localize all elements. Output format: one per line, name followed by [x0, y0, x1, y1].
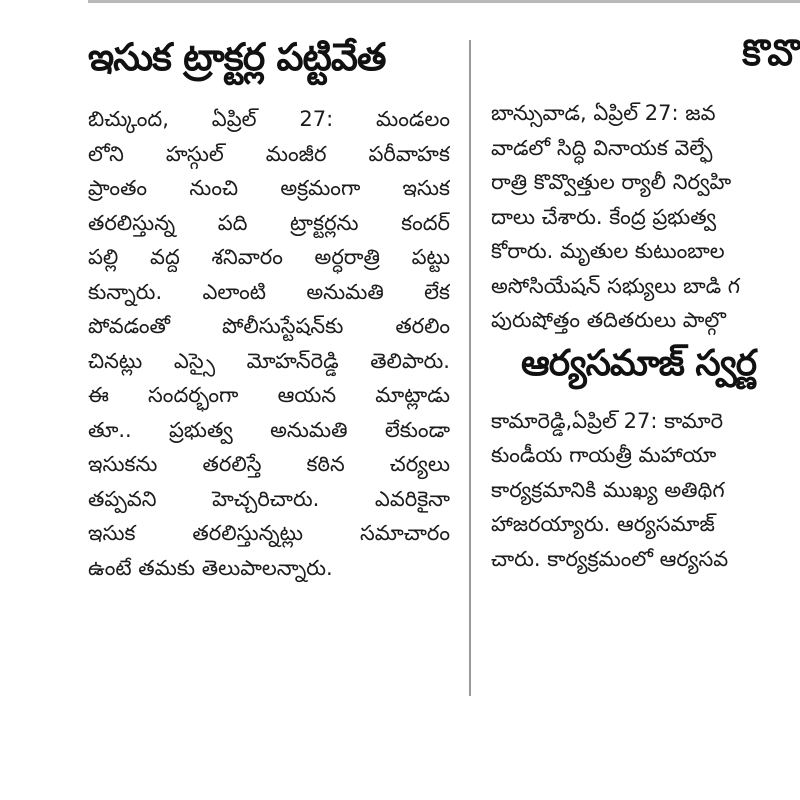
right-article-1-line: పురుషోత్తం తదితరులు పాల్గొ — [491, 308, 727, 332]
right-article-1-headline: కొవొ — [742, 33, 800, 74]
right-article-1-line: రాత్రి కొవ్వొత్తుల ర్యాలీ నిర్వహి — [491, 170, 732, 194]
left-article-line: తరలిస్తున్న పది ట్రాక్టర్లను కందర్ — [88, 210, 450, 235]
left-article-line: పోవడంతో పోలీసుస్టేషన్‌కు తరలిం — [88, 314, 450, 338]
left-article — [88, 30, 450, 700]
column-divider — [469, 40, 471, 696]
left-article-line: బిచ్కుంద, ఏప్రిల్ 27: మండలం — [88, 107, 450, 131]
left-article-line: తప్పవని హెచ్చరిచారు. ఎవరికైనా — [88, 486, 450, 511]
left-article-line: ప్రాంతం నుంచి అక్రమంగా ఇసుక — [88, 176, 450, 200]
left-article-line: ఈ సందర్భంగా ఆయన మాట్లాడు — [88, 383, 450, 407]
right-column — [491, 30, 800, 730]
left-article-line: చినట్లు ఎస్సై మోహన్‌రెడ్డి తెలిపారు. — [88, 348, 450, 373]
top-rule — [88, 0, 800, 3]
right-article-2-body — [491, 404, 800, 577]
right-article-2-line: చారు. కార్యక్రమంలో ఆర్యసవ — [491, 546, 729, 571]
right-article-2-line: హాజరయ్యారు. ఆర్యసమాజ్ — [491, 512, 715, 536]
left-article-line: ఇసుక తరలిస్తున్నట్లు సమాచారం — [88, 521, 450, 545]
right-article-2-headline: ఆర్యసమాజ్ స్వర్ణ — [521, 342, 757, 384]
right-article-1-line: బాన్సువాడ, ఏప్రిల్ 27: జవ — [491, 101, 716, 125]
right-article-1-line: కోరారు. మృతుల కుటుంబాల — [491, 239, 725, 263]
right-article-2-line: కుండీయ గాయత్రీ మహాయా — [491, 443, 717, 467]
right-article-1-line: అసోసియేషన్ సభ్యులు బాడి గ — [491, 273, 741, 298]
left-article-line: ఇసుకను తరలిస్తే కఠిన చర్యలు — [88, 452, 450, 476]
right-article-2-line: కార్యక్రమానికి ముఖ్య అతిథిగ — [491, 477, 725, 502]
left-article-line: ఉంటే తమకు తెలుపాలన్నారు. — [88, 555, 333, 580]
right-article-1-body — [491, 96, 800, 338]
left-article-headline: ఇసుక ట్రాక్టర్ల పట్టివేత — [88, 35, 386, 79]
right-article-1-line: దాలు చేశారు. కేంద్ర ప్రభుత్వ — [491, 204, 717, 229]
left-article-line: కున్నారు. ఎలాంటి అనుమతి లేక — [88, 279, 450, 304]
left-article-line: లోని హస్గుల్ మంజీర పరీవాహక — [88, 141, 450, 166]
right-article-1-line: వాడలో సిద్ధి వినాయక వెల్ఫే — [491, 135, 713, 160]
left-article-line: తూ.. ప్రభుత్వ అనుమతి లేకుండా — [88, 417, 450, 442]
left-article-line: పల్లి వద్ద శనివారం అర్ధరాత్రి పట్టు — [88, 245, 450, 269]
left-article-body — [88, 102, 450, 585]
right-article-2-line: కామారెడ్డి,ఏప్రిల్ 27: కామారె — [491, 408, 724, 433]
